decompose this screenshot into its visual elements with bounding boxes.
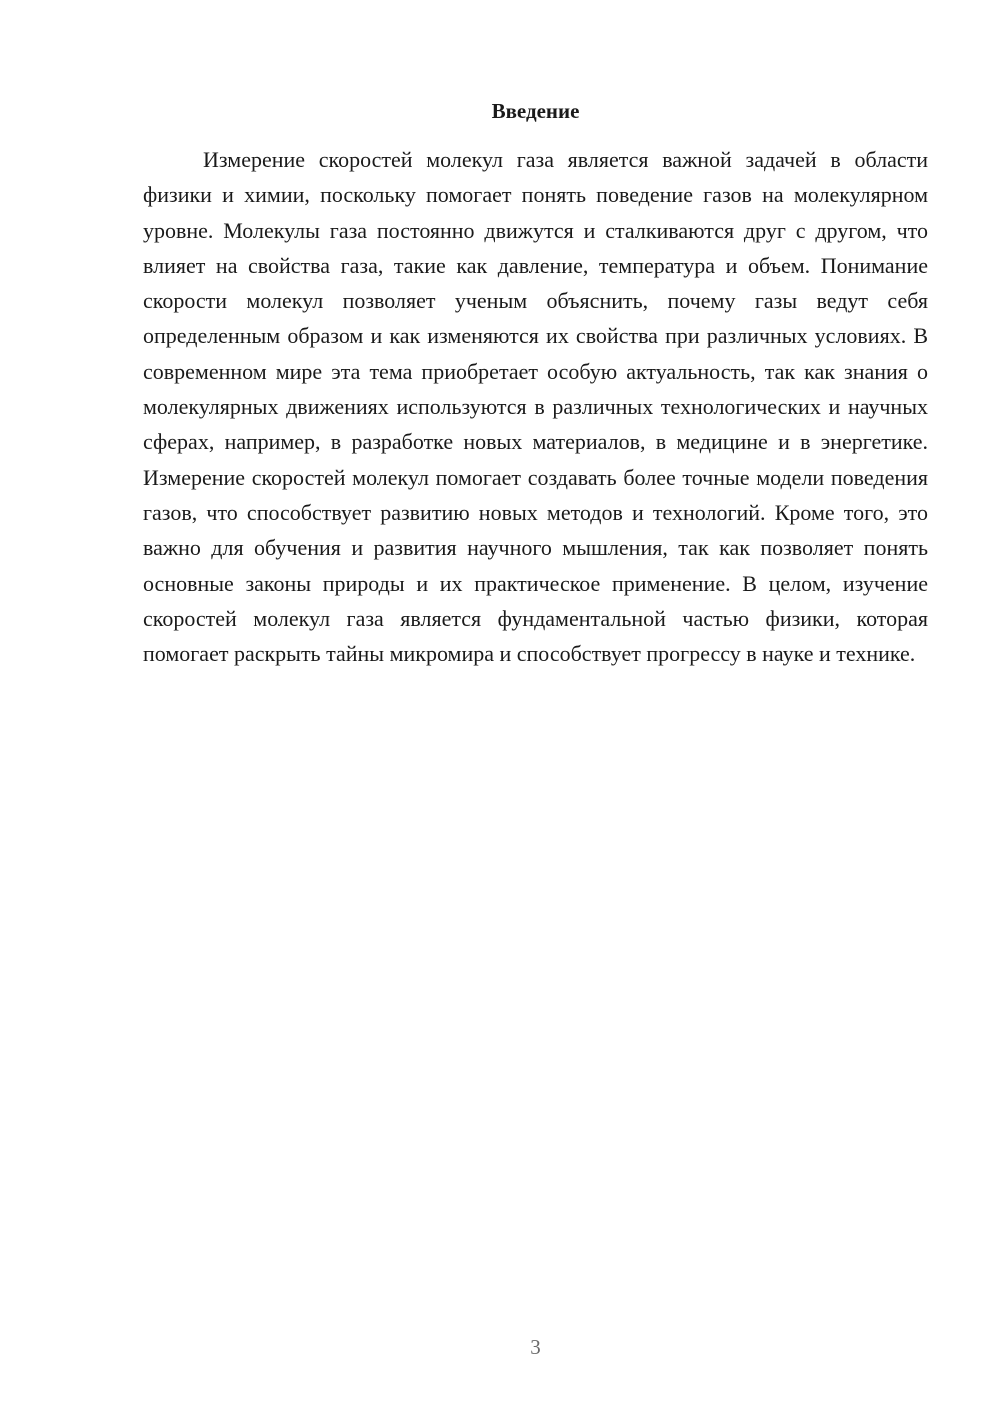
intro-paragraph: Измерение скоростей молекул газа является важной задачей в области физики и химии, поскольку помогает понять поведение газов на молекулярном уровне. Молекулы газа постоянно движутся и сталкиваются друг с другом, что влияет на свойства газа, такие как давление, температура и объем. Понимание скорости молекул позволяет ученым объяснить, почему газы ведут себя определенным образом и как изменяются их свойства при различных условиях. В современном мире эта тема приобретает особую актуальность, так как знания о молекулярных движениях используются в различных технологических и научных сферах, например, в разработке новых материалов, в медицине и в энергетике. Измерение скоростей молекул помогает создавать более точные модели поведения газов, что способствует развитию новых методов и технологий. Кроме того, это важно для обучения и развития научного мышления, так как позволяет понять основные законы природы и их практическое применение. В целом, изучение скоростей молекул газа является фундаментальной частью физики, которая помогает раскрыть тайны микромира и способствует прогрессу в науке и технике. xyxy=(143,147,928,667)
page-number: 3 xyxy=(530,1335,541,1359)
section-heading: Введение xyxy=(491,99,580,123)
